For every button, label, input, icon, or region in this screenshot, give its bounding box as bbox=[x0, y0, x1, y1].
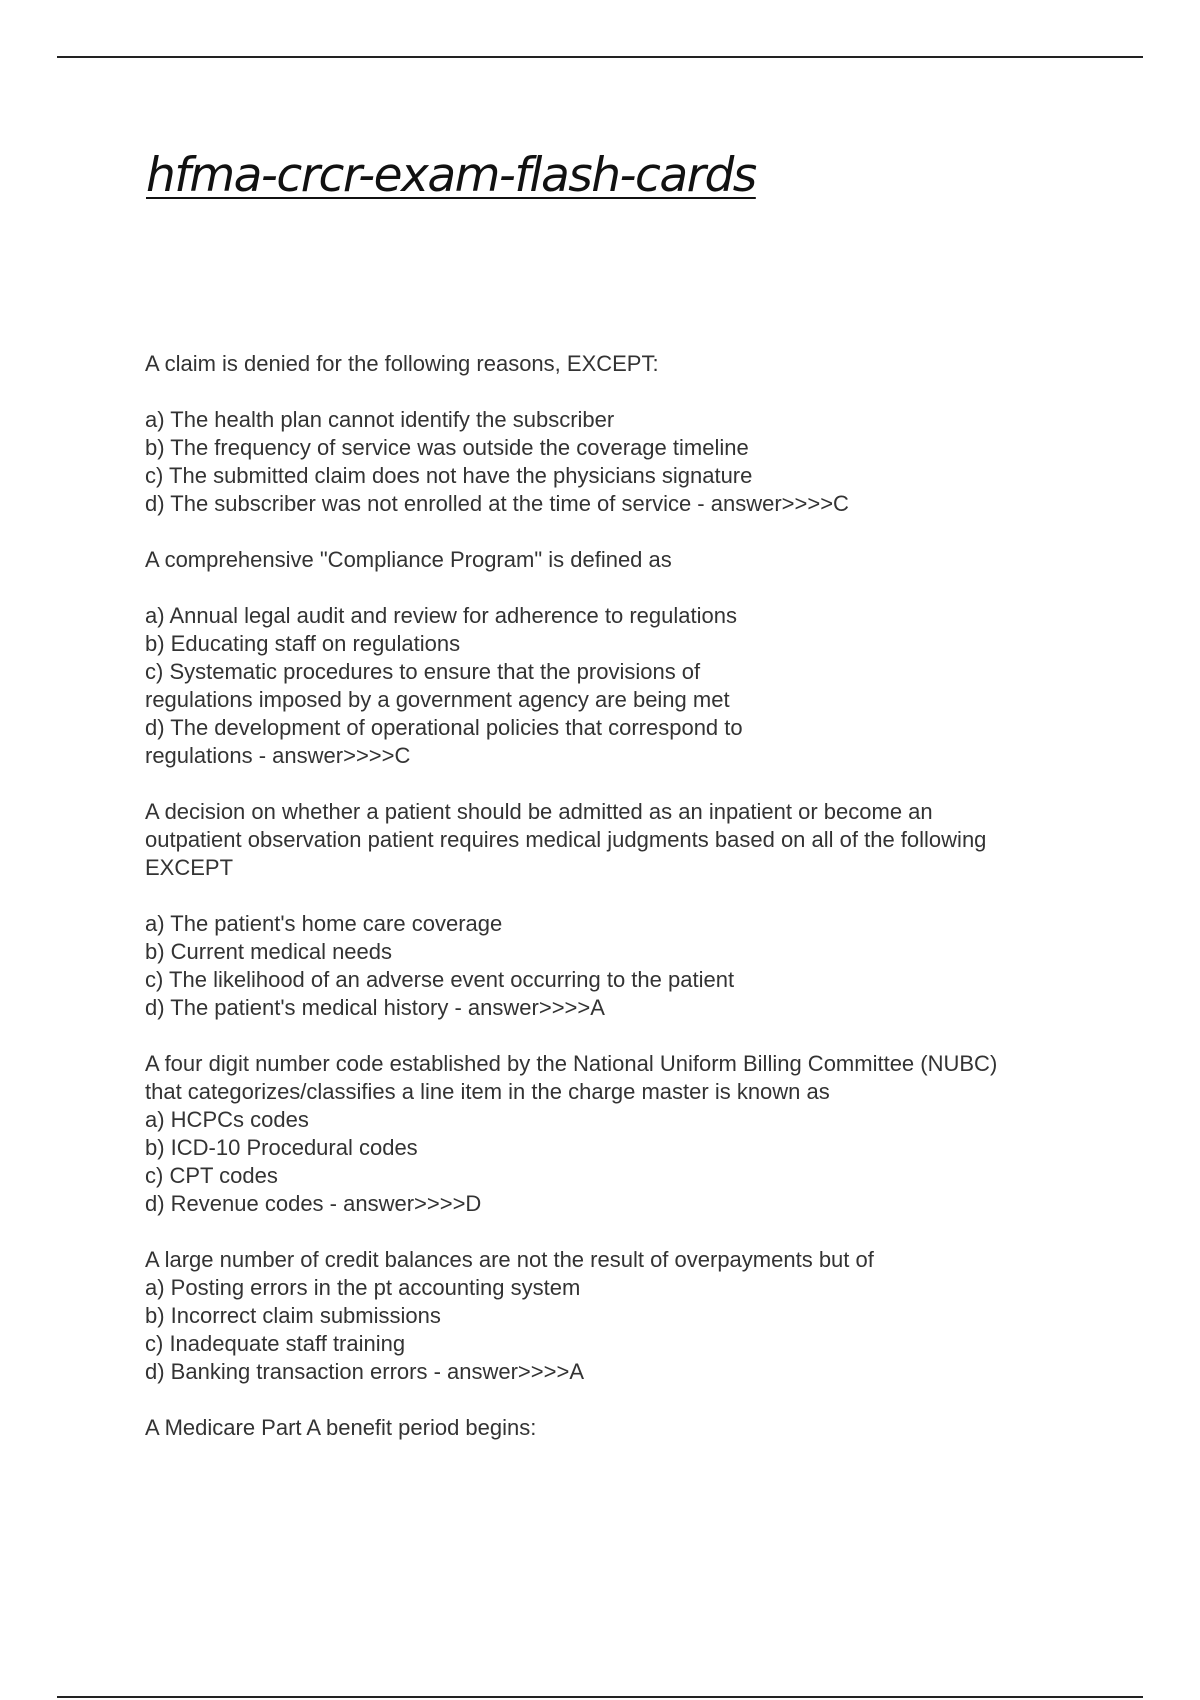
option-c: c) Inadequate staff training bbox=[145, 1331, 406, 1356]
option-d-answer: regulations - answer>>>>C bbox=[145, 743, 411, 768]
option-d-answer: d) The subscriber was not enrolled at the time of service - answer>>>>C bbox=[145, 491, 849, 516]
option-b: b) Current medical needs bbox=[145, 939, 393, 964]
question-line: A four digit number code established by the National Uniform Billing Committee (NUBC) bbox=[145, 1051, 998, 1076]
flash-card bbox=[145, 1246, 1095, 1386]
question-text: A Medicare Part A benefit period begins: bbox=[145, 1415, 537, 1440]
option-b: b) Incorrect claim submissions bbox=[145, 1303, 441, 1328]
option-b: b) Educating staff on regulations bbox=[145, 631, 461, 656]
option-d-answer: d) Revenue codes - answer>>>>D bbox=[145, 1191, 482, 1216]
option-c: c) The likelihood of an adverse event occurring to the patient bbox=[145, 967, 735, 992]
option-c: c) CPT codes bbox=[145, 1163, 278, 1188]
flash-card-list bbox=[145, 350, 1095, 1470]
option-b: b) ICD-10 Procedural codes bbox=[145, 1135, 418, 1160]
question-text bbox=[145, 798, 1095, 882]
option-d: d) The development of operational policies that correspond to bbox=[145, 715, 743, 740]
flash-card bbox=[145, 1050, 1095, 1218]
option-b: b) The frequency of service was outside the coverage timeline bbox=[145, 435, 749, 460]
option-a: a) Posting errors in the pt accounting system bbox=[145, 1275, 581, 1300]
question-text: A comprehensive "Compliance Program" is defined as bbox=[145, 547, 672, 572]
option-a: a) The patient's home care coverage bbox=[145, 911, 503, 936]
footer-rule bbox=[57, 1696, 1143, 1698]
option-c-continued: regulations imposed by a government agency are being met bbox=[145, 687, 730, 712]
flash-card bbox=[145, 546, 1095, 770]
question-text bbox=[145, 1050, 1095, 1106]
option-a: a) The health plan cannot identify the subscriber bbox=[145, 407, 615, 432]
option-a: a) HCPCs codes bbox=[145, 1107, 309, 1132]
header-rule bbox=[57, 56, 1143, 58]
flash-card bbox=[145, 350, 1095, 518]
question-line: that categorizes/classifies a line item in the charge master is known as bbox=[145, 1079, 830, 1104]
question-text: A claim is denied for the following reasons, EXCEPT: bbox=[145, 351, 659, 376]
flash-card bbox=[145, 1414, 1095, 1442]
option-d-answer: d) Banking transaction errors - answer>>>>A bbox=[145, 1359, 585, 1384]
question-line: A decision on whether a patient should be admitted as an inpatient or become an bbox=[145, 799, 933, 824]
option-c: c) Systematic procedures to ensure that the provisions of bbox=[145, 659, 701, 684]
question-line: outpatient observation patient requires medical judgments based on all of the following bbox=[145, 827, 987, 852]
flash-card bbox=[145, 798, 1095, 1022]
option-d-answer: d) The patient's medical history - answer>>>>A bbox=[145, 995, 605, 1020]
question-text: A large number of credit balances are not the result of overpayments but of bbox=[145, 1247, 874, 1272]
question-line: EXCEPT bbox=[145, 855, 234, 880]
option-c: c) The submitted claim does not have the physicians signature bbox=[145, 463, 753, 488]
option-a: a) Annual legal audit and review for adherence to regulations bbox=[145, 603, 737, 628]
document-title: hfma-crcr-exam-flash-cards bbox=[146, 148, 756, 203]
